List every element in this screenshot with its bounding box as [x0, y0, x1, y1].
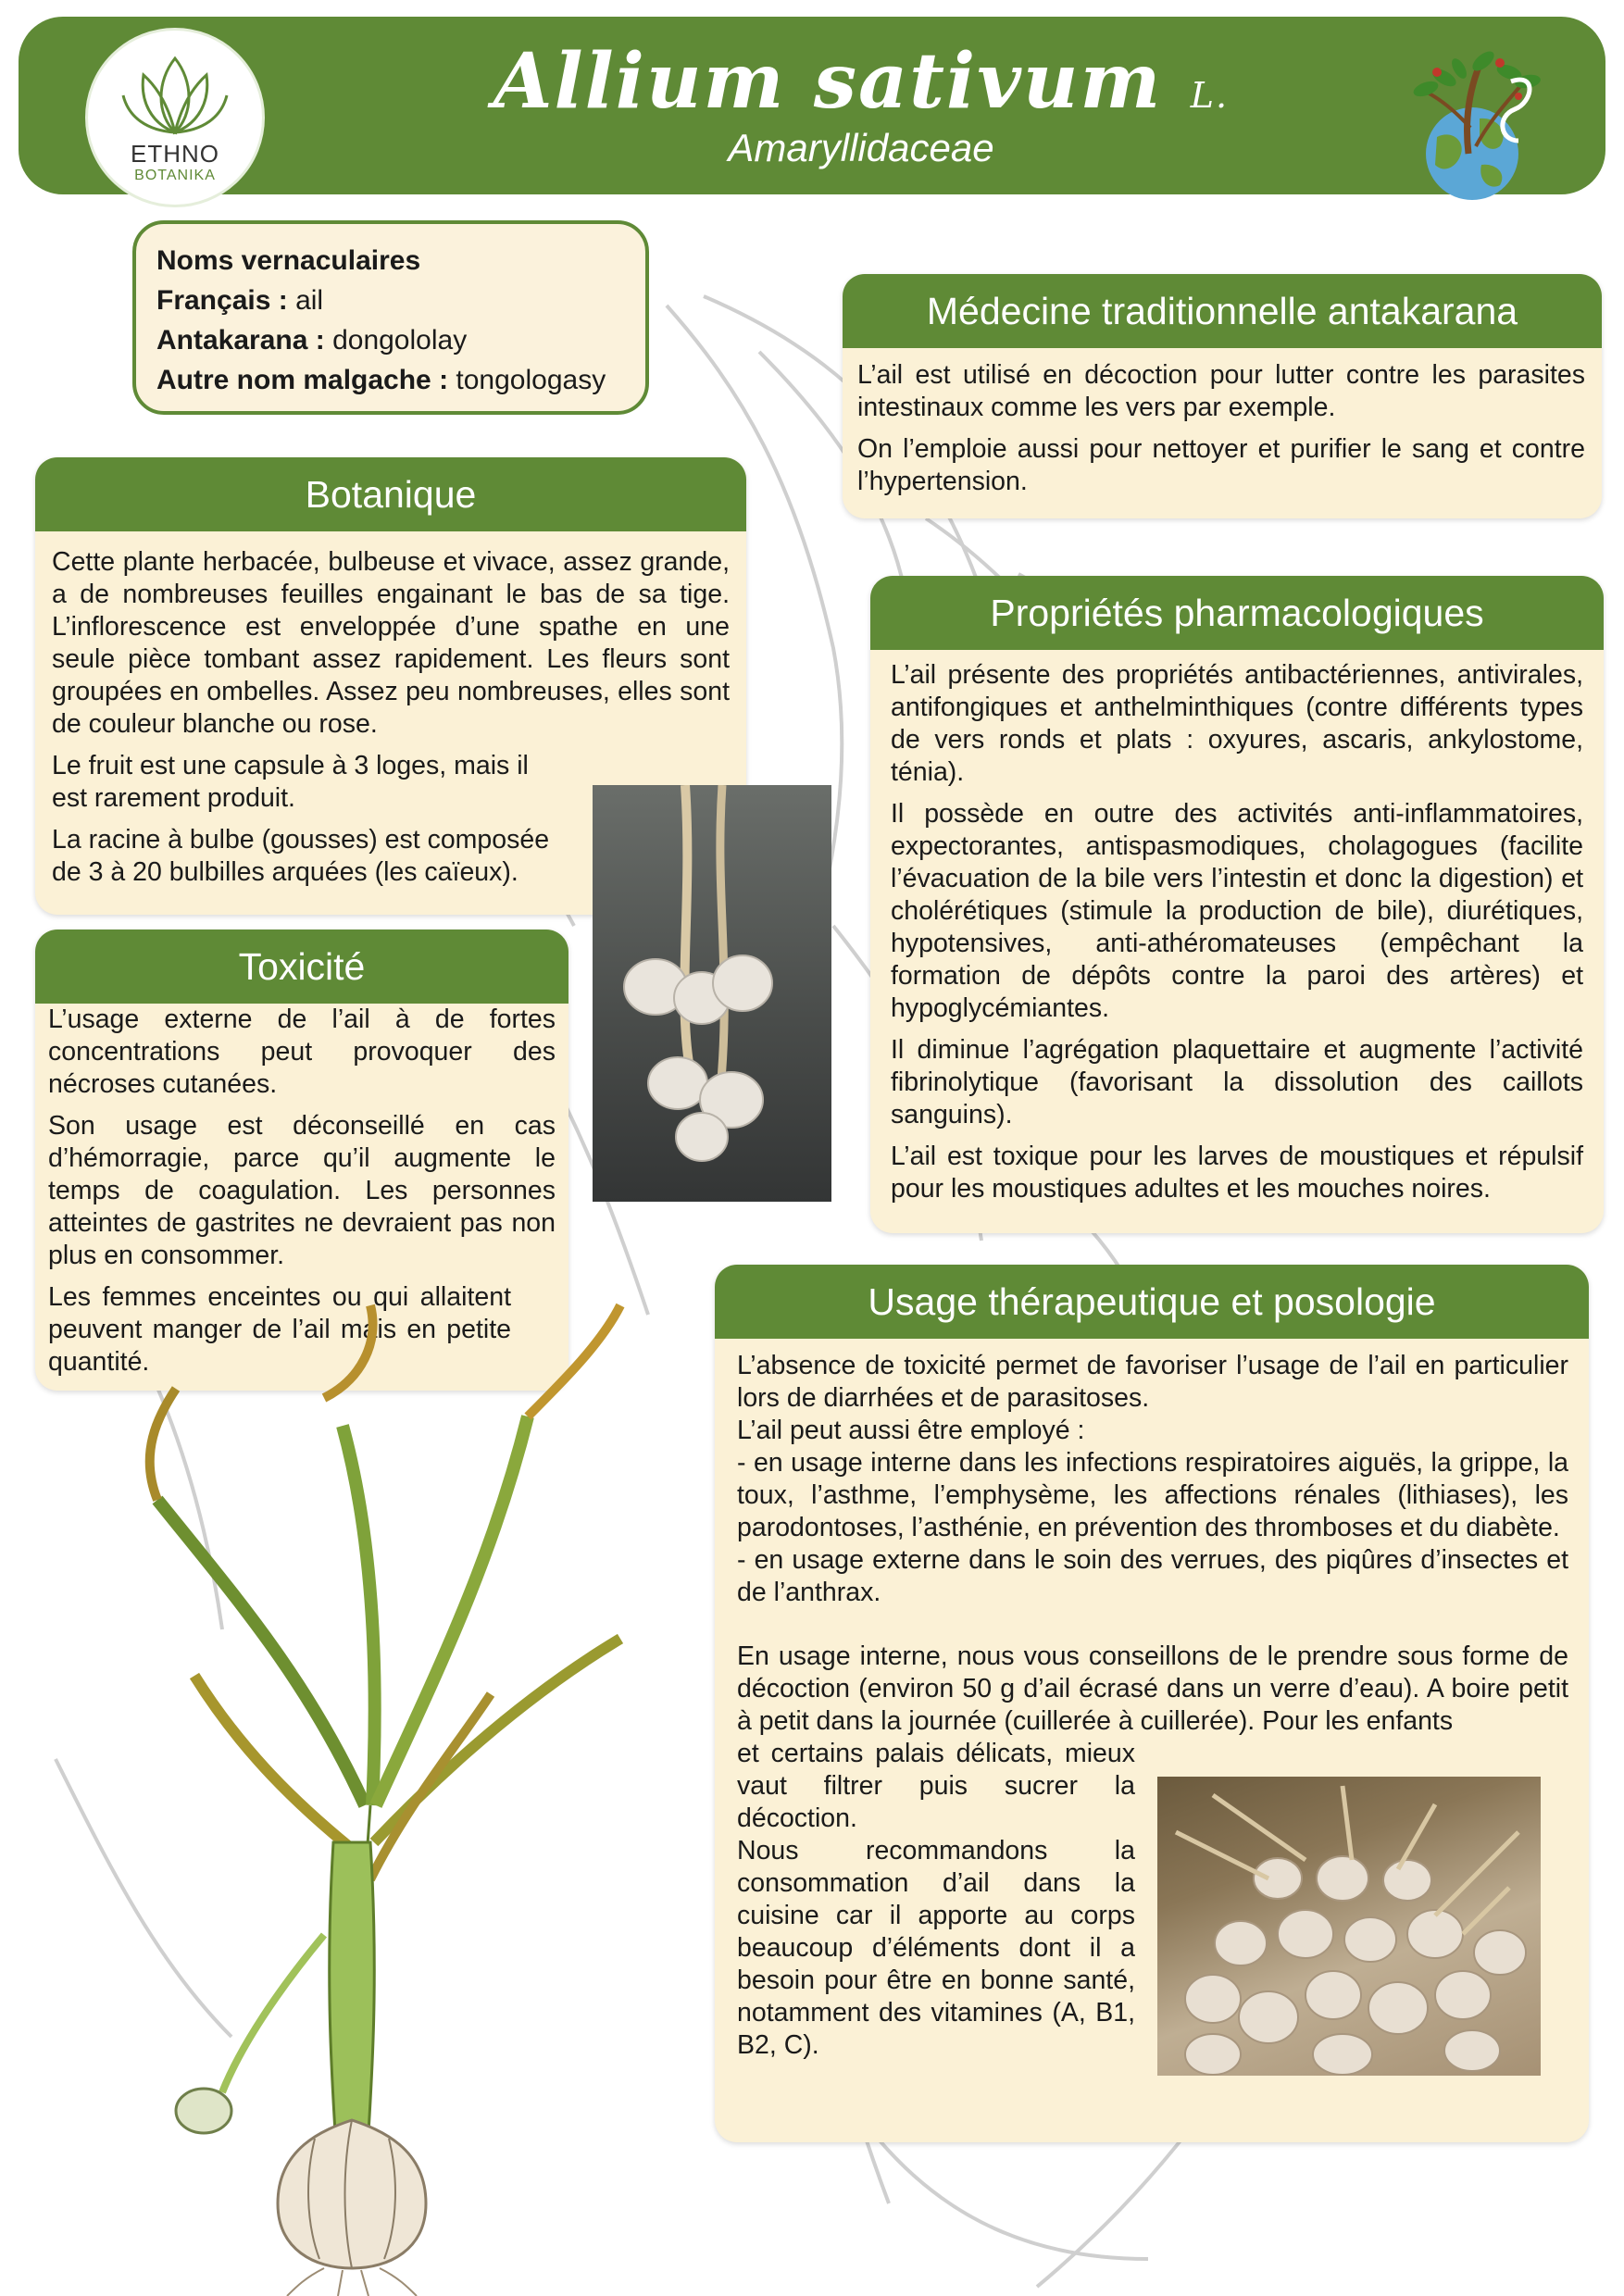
name-malagasy: Autre nom malgache : tongologasy [156, 365, 606, 395]
ethnobotanika-logo [85, 28, 265, 207]
garlic-pile-photo [1157, 1777, 1541, 2076]
usage-paragraph: L’absence de toxicité permet de favoriser l’usage de l’ail en particulier lors de diarrhées et de parasitoses. [737, 1351, 1568, 1413]
vernacular-heading: Noms vernaculaires [156, 245, 421, 276]
medecine-panel [843, 274, 1602, 518]
proprietes-paragraph: Il diminue l’agrégation plaquettaire et augmente l’activité fibrinolytique (favorisant la dissolution des caillots sanguins). [891, 1035, 1583, 1129]
proprietes-paragraph: L’ail est toxique pour les larves de moustiques et répulsif pour les moustiques adultes et les mouches noires. [891, 1142, 1583, 1204]
botanique-paragraph: Le fruit est une capsule à 3 loges, mais il est rarement produit. [52, 751, 529, 813]
garlic-braid-image [593, 785, 831, 1202]
globe-plant-icon [1380, 44, 1565, 202]
proprietes-paragraph: Il possède en outre des activités anti-inflammatoires, expectorantes, antispasmodiques, cholagogues (facilite l’évacuation de la bile vers l’intestin et donc la digestion) et cholérétiques (stimule la production de bile), diurétiques, hypotensives, anti-athéromateuses (empêchant la formation de dépôts contre la paroi des artères) et hypoglycémiantes. [891, 799, 1583, 1023]
family-name: Amaryllidaceae [728, 126, 994, 169]
lotus-icon [88, 40, 262, 151]
medecine-paragraph: L’ail est utilisé en décoction pour lutter contre les parasites intestinaux comme les vers par exemple. [857, 360, 1585, 422]
garlic-plant-illustration [139, 1287, 694, 2296]
toxicite-paragraph: Les femmes enceintes ou qui allaitent peuvent manger de l’ail mais en petite quantité. [48, 1282, 511, 1377]
species-author: L. [1190, 75, 1230, 116]
usage-paragraph: En usage interne, nous vous conseillons de le prendre sous forme de décoction (environ 50 g d’ail écrasé dans un verre d’eau). A boire petit à petit dans la journée (cuillerée à cuillerée). Pour les enfants [737, 1641, 1568, 1736]
logo-line2: BOTANIKA [134, 168, 216, 183]
proprietes-body [870, 659, 1604, 1215]
usage-paragraph: et certains palais délicats, mieux vaut filtrer puis sucrer la décoction. [737, 1739, 1135, 1833]
medecine-paragraph: On l’emploie aussi pour nettoyer et purifier le sang et contre l’hypertension. [857, 434, 1585, 496]
hanging-garlic-photo [593, 785, 831, 1202]
toxicite-title: Toxicité [35, 930, 568, 1004]
name-antakarana: Antakarana : dongololay [156, 325, 468, 356]
proprietes-panel [870, 576, 1604, 1233]
garlic-pile-image [1157, 1777, 1541, 2076]
toxicite-paragraph: Son usage est déconseillé en cas d’hémorragie, parce qu’il augmente le temps de coagulation. Les personnes atteintes de gastrites ne devraient pas non plus en consommer. [48, 1111, 556, 1270]
usage-paragraph: - en usage interne dans les infections respiratoires aiguës, la grippe, la toux, l’asthme, l’emphysème, les affections rénales (lithiases), les parodontoses, l’asthénie, en prévention des thromboses et du diabète. [737, 1448, 1568, 1542]
usage-paragraph: L’ail peut aussi être employé : [737, 1416, 1085, 1445]
botanique-title: Botanique [35, 457, 746, 531]
proprietes-paragraph: L’ail présente des propriétés antibactériennes, antivirales, antifongiques et anthelminthiques (contre différents types de vers ronds et plats : oxyures, ascaris, ankylostome, ténia). [891, 660, 1583, 787]
botanique-paragraph: Cette plante herbacée, bulbeuse et vivace, assez grande, a de nombreuses feuilles engainant le bas de sa tige. L’inflorescence est enveloppée d’une spathe en une seule pièce tombant assez rapidement. Les fleurs sont groupées en ombelles. Assez peu nombreuses, elles sont de couleur blanche ou rose. [52, 547, 730, 739]
header-banner [19, 17, 1605, 194]
usage-title: Usage thérapeutique et posologie [715, 1265, 1589, 1339]
name-francais: Français : ail [156, 285, 324, 316]
usage-paragraph: Nous recommandons la consommation d’ail dans la cuisine car il apporte au corps beaucoup d’éléments dont il a besoin pour être en bonne santé, notamment des vitamines (A, B1, B2, C). [737, 1836, 1135, 2060]
toxicite-paragraph: L’usage externe de l’ail à de fortes concentrations peut provoquer des nécroses cutanées. [48, 1004, 556, 1099]
botanique-paragraph: La racine à bulbe (gousses) est composée de 3 à 20 bulbilles arquées (les caïeux). [52, 825, 550, 887]
medecine-body [843, 359, 1602, 507]
proprietes-title: Propriétés pharmacologiques [870, 576, 1604, 650]
medecine-title: Médecine traditionnelle antakarana [843, 274, 1602, 348]
vernacular-names-box [132, 220, 649, 415]
species-name: Allium sativum [493, 37, 1163, 126]
usage-paragraph: - en usage externe dans le soin des verrues, des piqûres d’insectes et de l’anthrax. [737, 1545, 1568, 1607]
logo-line1: ETHNO [131, 140, 219, 168]
species-title [407, 37, 1315, 126]
